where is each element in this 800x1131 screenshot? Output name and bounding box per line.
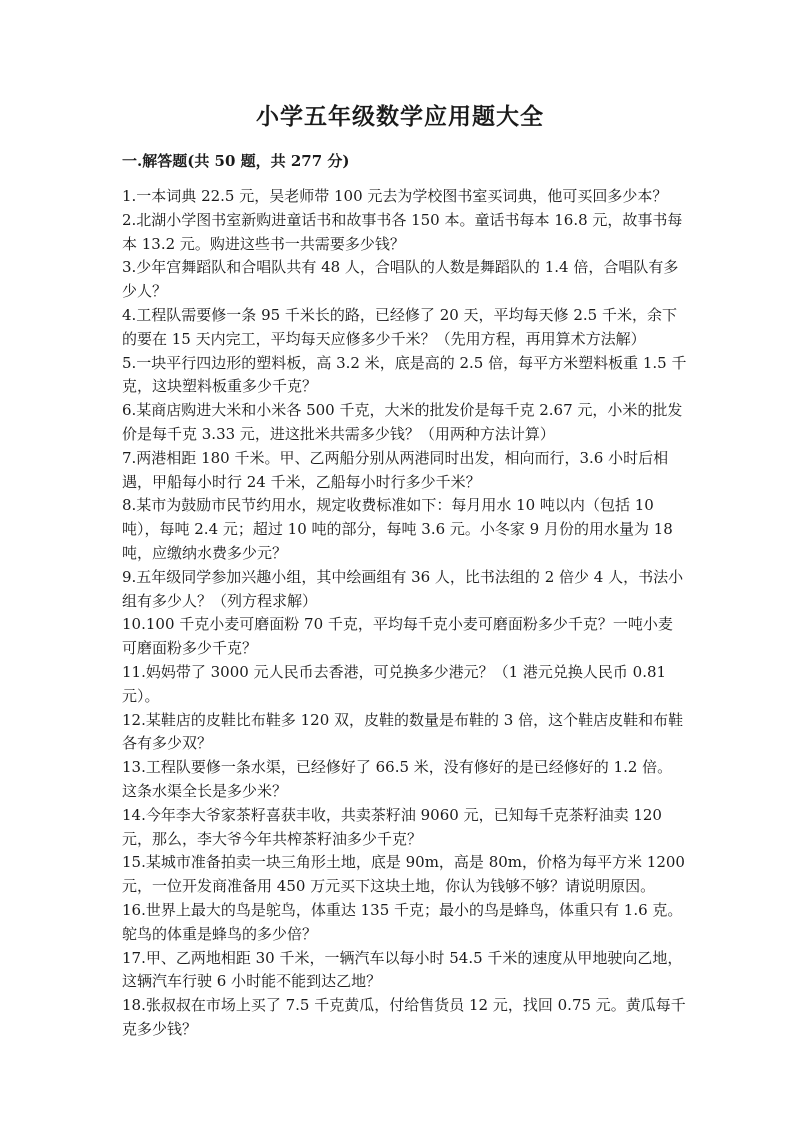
question-item: 11.妈妈带了 3000 元人民币去香港，可兑换多少港元？（1 港元兑换人民币 0.81 元）。 bbox=[122, 662, 667, 705]
question-item: 6.某商店购进大米和小米各 500 千克，大米的批发价是每千克 2.67 元，小米的批发价是每千克 3.33 元，进这批米共需多少钱？（用两种方法计算） bbox=[122, 401, 683, 443]
question-item: 1.一本词典 22.5 元，吴老师带 100 元去为学校图书室买词典，他可买回多少本？ bbox=[122, 187, 668, 205]
question-item: 5.一块平行四边形的塑料板，高 3.2 米，底是高的 2.5 倍，每平方米塑料板重 1.5 千克，这块塑料板重多少千克？ bbox=[122, 353, 687, 396]
question-item: 14.今年李大爷家茶籽喜获丰收，共卖茶籽油 9060 元，已知每千克茶籽油卖 120 元，那么，李大爷今年共榨茶籽油多少千克？ bbox=[122, 805, 662, 848]
question-item: 8.某市为鼓励市民节约用水，规定收费标准如下：每月用水 10 吨以内（包括 10 吨），每吨 2.4 元；超过 10 吨的部分，每吨 3.6 元。小冬家 9 月份的用水量为 18 吨，应缴纳水费多少元？ bbox=[122, 496, 673, 562]
question-item: 4.工程队需要修一条 95 千米长的路，已经修了 20 天，平均每天修 2.5 千米，余下的要在 15 天内完工，平均每天应修多少千米？（先用方程，再用算术方法解） bbox=[122, 305, 677, 348]
question-item: 18.张叔叔在市场上买了 7.5 千克黄瓜，付给售货员 12 元，找回 0.75 元。黄瓜每千克多少钱？ bbox=[122, 996, 686, 1038]
question-item: 3.少年宫舞蹈队和合唱队共有 48 人，合唱队的人数是舞蹈队的 1.4 倍，合唱队有多少人？ bbox=[122, 258, 679, 301]
question-item: 2.北湖小学图书室新购进童话书和故事书各 150 本。童话书每本 16.8 元，故事书每本 13.2 元。购进这些书一共需要多少钱？ bbox=[122, 210, 683, 253]
question-list bbox=[122, 185, 687, 1042]
page-title: 小学五年级数学应用题大全 bbox=[256, 103, 544, 130]
question-item: 9.五年级同学参加兴趣小组，其中绘画组有 36 人，比书法组的 2 倍少 4 人，书法小组有多少人？（列方程求解） bbox=[122, 567, 684, 610]
question-item: 10.100 千克小麦可磨面粉 70 千克，平均每千克小麦可磨面粉多少千克？一吨小麦可磨面粉多少千克？ bbox=[122, 615, 673, 658]
question-item: 13.工程队要修一条水渠，已经修好了 66.5 米，没有修好的是已经修好的 1.2 倍。这条水渠全长是多少米？ bbox=[122, 758, 673, 800]
question-item: 16.世界上最大的鸟是鸵鸟，体重达 135 千克；最小的鸟是蜂鸟，体重只有 1.6 克。鸵鸟的体重是蜂鸟的多少倍？ bbox=[122, 900, 683, 943]
question-item: 15.某城市准备拍卖一块三角形土地，底是 90m，高是 80m，价格为每平方米 1200 元，一位开发商准备用 450 万元买下这块土地，你认为钱够不够？请说明原因。 bbox=[122, 853, 685, 896]
question-item: 17.甲、乙两地相距 30 千米，一辆汽车以每小时 54.5 千米的速度从甲地驶向乙地，这辆汽车行驶 6 小时能不能到达乙地？ bbox=[122, 948, 683, 991]
section-heading: 一.解答题(共 50 题，共 277 分) bbox=[122, 152, 350, 170]
question-item: 7.两港相距 180 千米。甲、乙两船分别从两港同时出发，相向而行，3.6 小时后相遇，甲船每小时行 24 千米，乙船每小时行多少千米？ bbox=[122, 448, 669, 491]
question-item: 12.某鞋店的皮鞋比布鞋多 120 双，皮鞋的数量是布鞋的 3 倍，这个鞋店皮鞋和布鞋各有多少双？ bbox=[122, 710, 684, 753]
